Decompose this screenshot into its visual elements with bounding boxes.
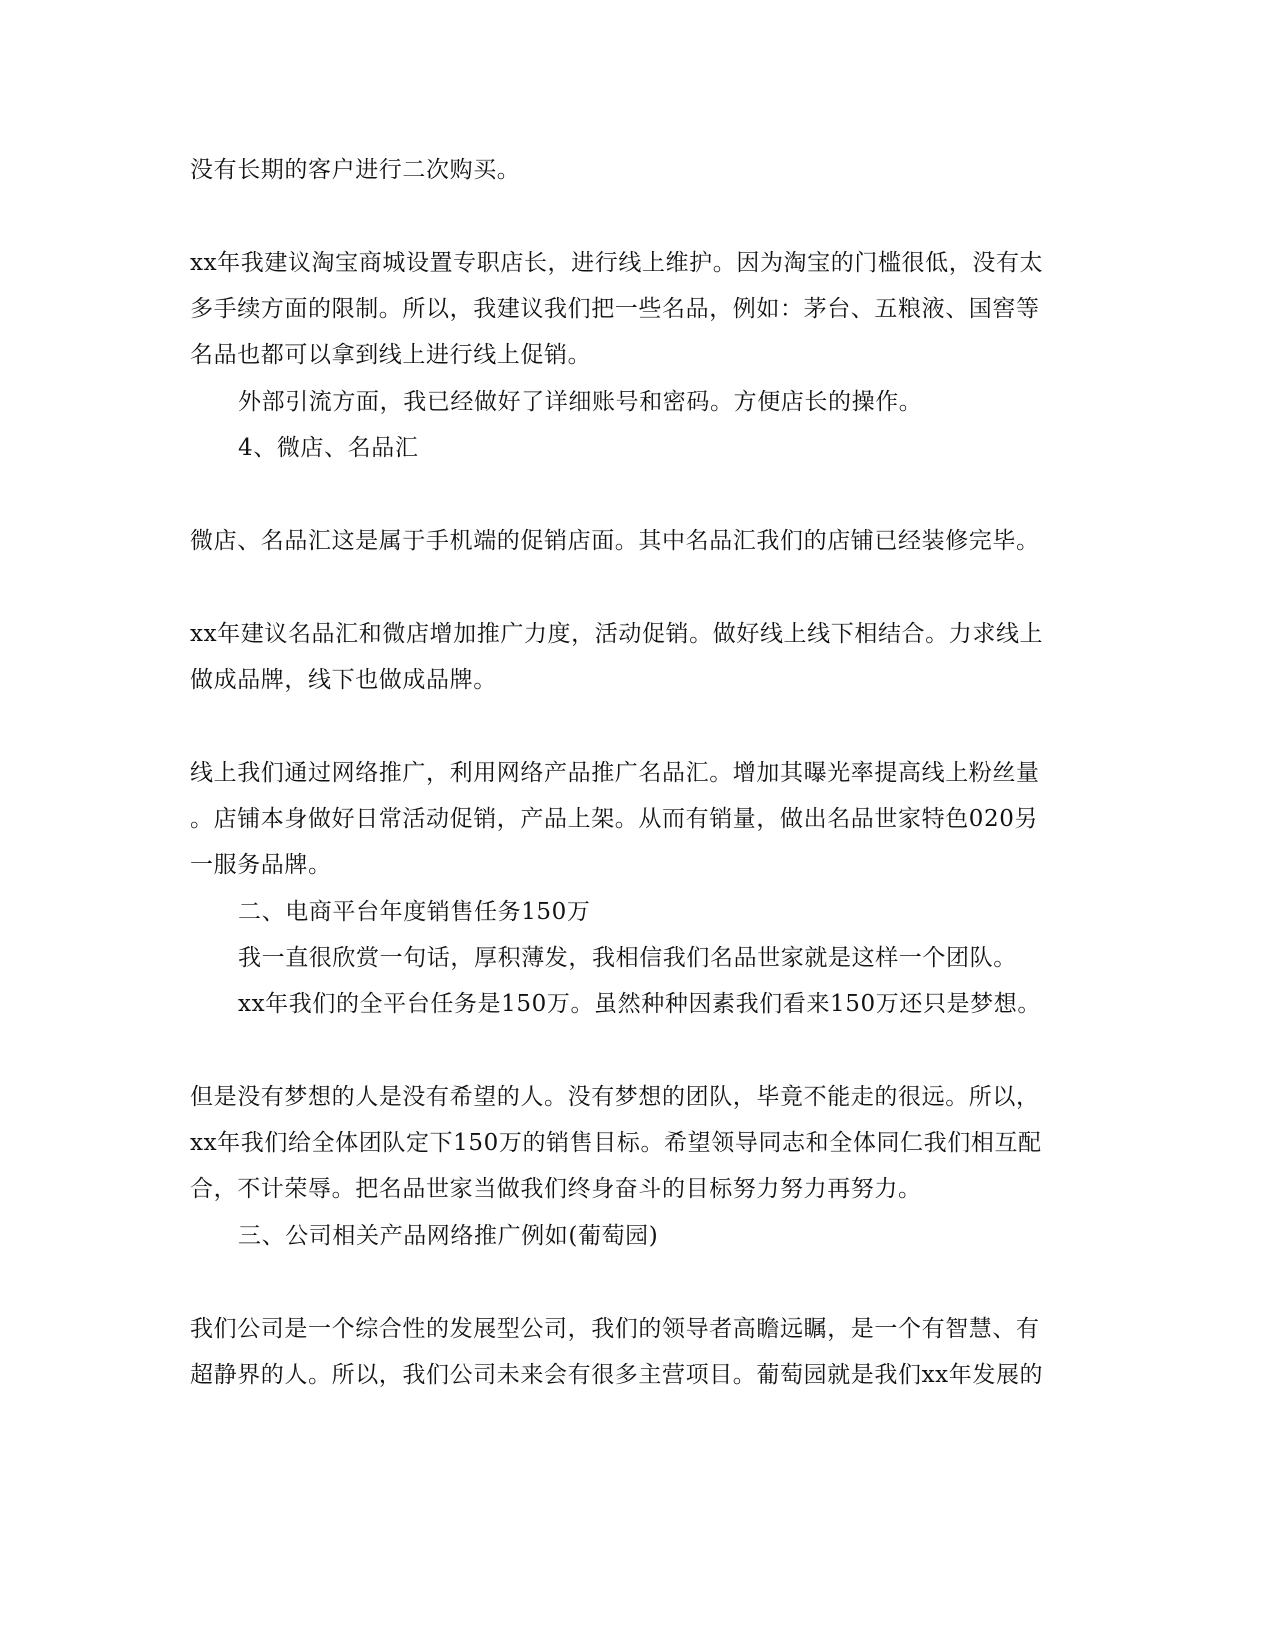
text-line: xx年我们给全体团队定下150万的销售目标。希望领导同志和全体同仁我们相互配 [190, 1130, 1042, 1156]
text-line: xx年我们的全平台任务是150万。虽然种种因素我们看来150万还只是梦想。 [238, 991, 1041, 1017]
text-line: 。店铺本身做好日常活动促销，产品上架。从而有销量，做出名品世家特色020另 [190, 806, 1039, 832]
section-heading: 4、微店、名品汇 [238, 435, 419, 461]
text-line: 没有长期的客户进行二次购买。 [190, 157, 521, 183]
text-line: 外部引流方面，我已经做好了详细账号和密码。方便店长的操作。 [238, 389, 923, 415]
text-line: 多手续方面的限制。所以，我建议我们把一些名品，例如：茅台、五粮液、国窖等 [190, 296, 1040, 322]
text-line: 微店、名品汇这是属于手机端的促销店面。其中名品汇我们的店铺已经装修完毕。 [190, 528, 1040, 554]
section-heading: 三、公司相关产品网络推广例如(葡萄园) [238, 1223, 659, 1249]
text-line: 合，不计荣辱。把名品世家当做我们终身奋斗的目标努力努力再努力。 [190, 1176, 922, 1202]
text-line: 一服务品牌。 [190, 852, 332, 878]
section-heading: 二、电商平台年度销售任务150万 [238, 899, 591, 925]
text-line: xx年我建议淘宝商城设置专职店长，进行线上维护。因为淘宝的门槛很低，没有太 [190, 250, 1044, 276]
text-line: 线上我们通过网络推广，利用网络产品推广名品汇。增加其曝光率提高线上粉丝量 [190, 760, 1040, 786]
text-line: 我一直很欣赏一句话，厚积薄发，我相信我们名品世家就是这样一个团队。 [238, 945, 1017, 971]
text-line: 名品也都可以拿到线上进行线上促销。 [190, 342, 592, 368]
text-line: 我们公司是一个综合性的发展型公司，我们的领导者高瞻远瞩，是一个有智慧、有 [190, 1316, 1040, 1342]
text-line: 做成品牌，线下也做成品牌。 [190, 667, 497, 693]
text-line: 超静界的人。所以，我们公司未来会有很多主营项目。葡萄园就是我们xx年发展的 [190, 1362, 1044, 1388]
text-line: xx年建议名品汇和微店增加推广力度，活动促销。做好线上线下相结合。力求线上 [190, 621, 1044, 647]
text-line: 但是没有梦想的人是没有希望的人。没有梦想的团队，毕竟不能走的很远。所以， [190, 1084, 1040, 1110]
